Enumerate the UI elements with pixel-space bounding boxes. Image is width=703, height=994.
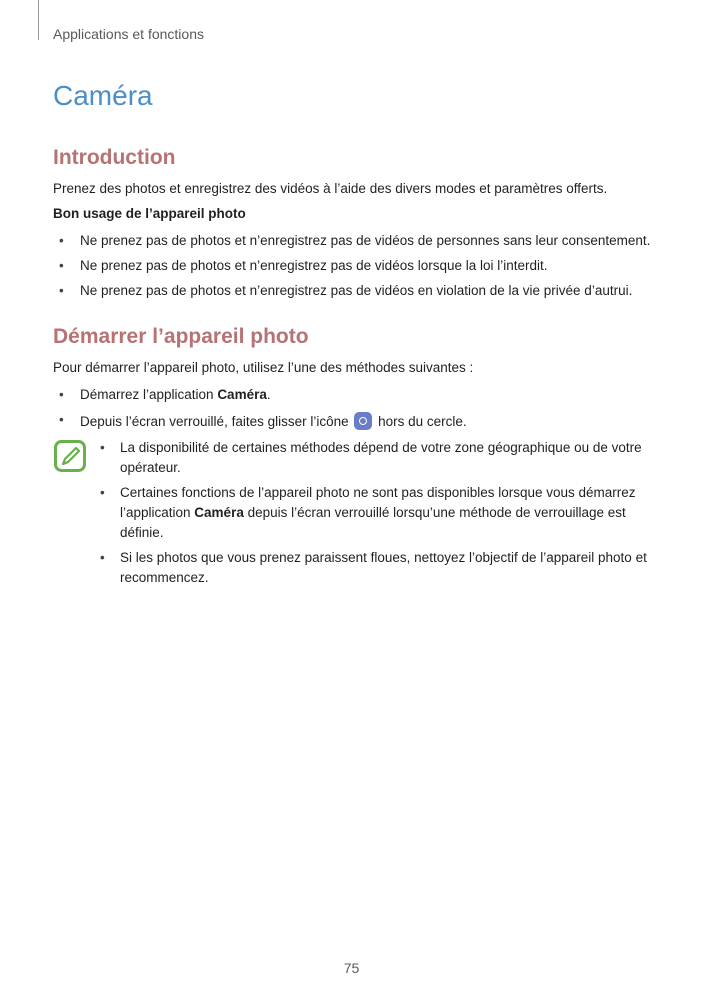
bullet-dot: •: [59, 258, 64, 273]
bullet-dot: •: [59, 283, 64, 298]
bullet-text-part: Démarrez l’application: [80, 387, 218, 402]
bullet-dot: •: [59, 412, 64, 427]
note-text: [120, 483, 660, 543]
bullet-dot: •: [59, 387, 64, 402]
intro-text: Prenez des photos et enregistrez des vidéos à l’aide des divers modes et paramètres offerts.: [53, 181, 608, 196]
bullet-text: Ne prenez pas de photos et n’enregistrez pas de vidéos de personnes sans leur consentement.: [80, 233, 651, 248]
note-text-part: Certaines fonctions de l’appareil photo ne sont pas disponibles lorsque vous démarrez l’application: [120, 485, 636, 520]
bullet-dot: •: [100, 485, 105, 500]
bullet-dot: •: [100, 440, 105, 455]
bullet-dot: •: [59, 233, 64, 248]
bullet-text-part: Depuis l’écran verrouillé, faites glisser l’icône: [80, 414, 353, 429]
corner-rule: [38, 0, 39, 40]
note-text: La disponibilité de certaines méthodes dépend de votre zone géographique ou de votre opérateur.: [120, 440, 642, 475]
note-item-2: [100, 483, 660, 543]
page-title: Caméra: [53, 80, 153, 111]
bullet-text: [80, 387, 271, 402]
section-header: Applications et fonctions: [53, 26, 204, 42]
note-text: Si les photos que vous prenez paraissent floues, nettoyez l’objectif de l’appareil photo et recommencez.: [120, 550, 647, 585]
page-number: 75: [343, 960, 360, 976]
note-text-part: depuis l’écran verrouillé lorsqu’une méthode de verrouillage est définie.: [120, 505, 626, 540]
bullet-text: [80, 412, 467, 430]
bullet-text-part: hors du cercle.: [374, 414, 467, 429]
camera-icon: [354, 412, 372, 430]
start-text: Pour démarrer l’appareil photo, utilisez l’une des méthodes suivantes :: [53, 360, 474, 375]
note-item-3: [100, 548, 660, 588]
bullet-text: Ne prenez pas de photos et n’enregistrez pas de vidéos en violation de la vie privée d’autrui.: [80, 283, 633, 298]
app-name: Caméra: [194, 505, 244, 520]
intro-subheading: Bon usage de l’appareil photo: [53, 206, 246, 221]
bullet-dot: •: [100, 550, 105, 565]
intro-heading: Introduction: [53, 146, 176, 169]
start-heading: Démarrer l’appareil photo: [53, 325, 309, 348]
bullet-text-part: .: [266, 387, 271, 402]
note-item-1: [100, 438, 660, 478]
bullet-text: Ne prenez pas de photos et n’enregistrez pas de vidéos lorsque la loi l’interdit.: [80, 258, 548, 273]
note-icon: [54, 440, 86, 472]
app-name: Caméra: [217, 387, 267, 402]
